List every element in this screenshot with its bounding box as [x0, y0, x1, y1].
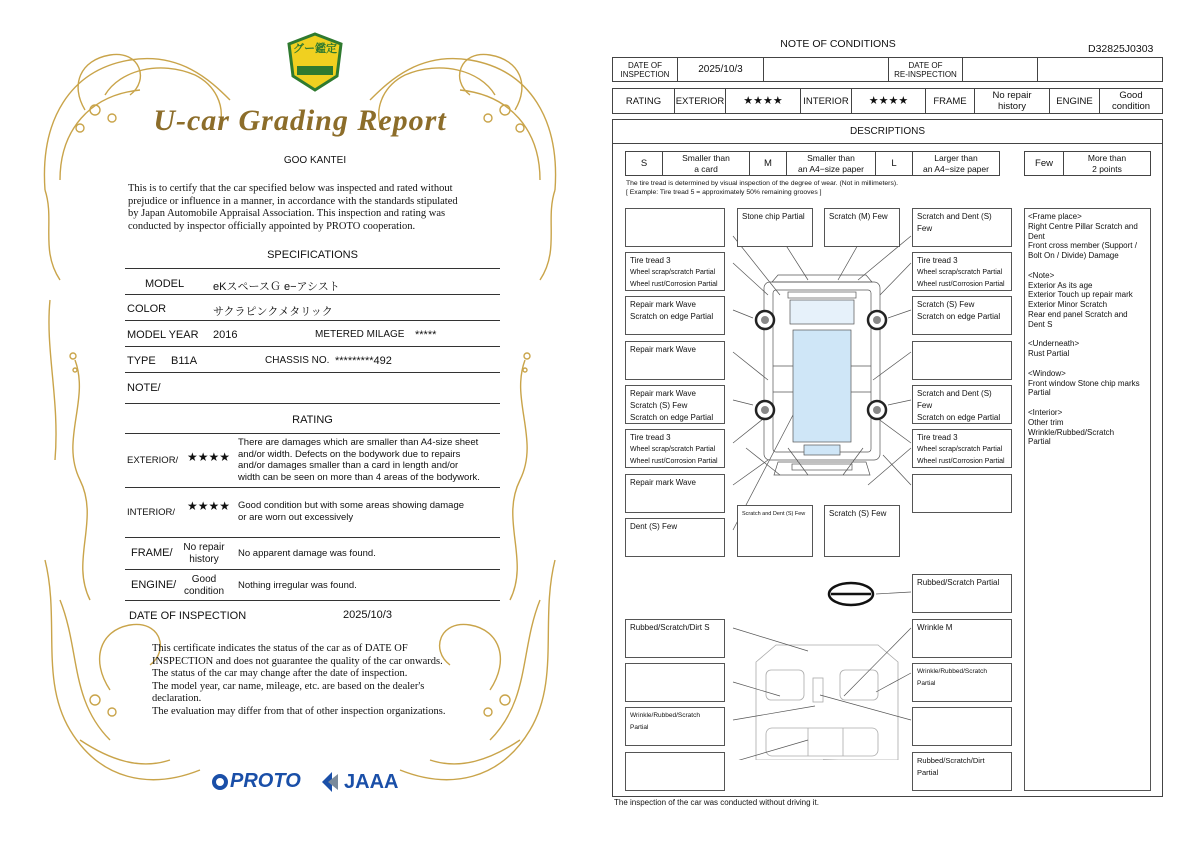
box-left-2: Tire tread 3 Wheel scrap/scratch Partial Wheel rust/Corrosion Partial	[625, 252, 725, 291]
box-interior-left-2	[625, 663, 725, 702]
interior-rating-row	[125, 488, 500, 538]
model-value: eKスペースＧ e−アシスト	[213, 281, 340, 293]
date-of-reinspection-value	[962, 57, 1038, 82]
box-interior-right-1: Rubbed/Scratch Partial	[912, 574, 1012, 613]
box-top-center-1: Stone chip Partial	[737, 208, 813, 247]
frame-value: No repair history	[183, 542, 225, 565]
note-row	[125, 373, 500, 404]
model-label: MODEL	[145, 278, 185, 290]
interior-label: INTERIOR/	[127, 507, 176, 518]
model-row	[125, 270, 500, 295]
descriptions-title: DESCRIPTIONS	[849, 126, 925, 137]
date-of-inspection-value: 2025/10/3	[343, 609, 392, 621]
box-top-center-2: Scratch (M) Few	[824, 208, 900, 247]
date-of-inspection-value: 2025/10/3	[677, 57, 764, 82]
engine-label: ENGINE/	[131, 579, 177, 591]
intro-text: This is to certify that the car specified below was inspected and rated without prejudice or influence in a manner, in accordance with the standards stipulated by Japan Automobile Appraisal Association. This inspection and rating was conducted by inspector officially appointed by PROTO cooperation.	[128, 183, 458, 232]
specifications-title: SPECIFICATIONS	[267, 249, 358, 261]
model-year-value: 2016	[213, 329, 238, 341]
note-of-conditions	[608, 0, 1168, 848]
rating-title: RATING	[292, 414, 333, 426]
legend-few-desc: More than 2 points	[1063, 151, 1151, 176]
model-year-row	[125, 321, 500, 347]
note-footer: The inspection of the car was conducted without driving it.	[614, 798, 819, 807]
date-of-reinspection-label: DATE OF RE-INSPECTION	[888, 57, 963, 82]
box-left-8: Dent (S) Few	[625, 518, 725, 557]
color-row	[125, 295, 500, 321]
color-value: サクラピンクメタリック	[213, 306, 333, 318]
date-blank-cell	[763, 57, 889, 82]
mileage-label: METERED MILAGE	[315, 329, 405, 340]
box-right-2: Tire tread 3 Wheel scrap/scratch Partial Wheel rust/Corrosion Partial	[912, 252, 1012, 291]
type-label: TYPE	[127, 355, 156, 367]
date-of-inspection-row	[125, 601, 500, 626]
legend-s-desc: Smaller than a card	[662, 151, 750, 176]
box-bottom-center-1: Scratch and Dent (S) Few	[737, 505, 813, 557]
mileage-value: *****	[415, 329, 437, 341]
jaaa-logo: JAAA	[320, 770, 398, 794]
box-interior-right-5: Rubbed/Scratch/Dirt Partial	[912, 752, 1012, 791]
legend-m-key: M	[749, 151, 787, 176]
box-interior-left-4	[625, 752, 725, 791]
box-right-5: Scratch and Dent (S) Few Scratch on edge Partial	[912, 385, 1012, 424]
specifications-top-rule	[125, 268, 500, 269]
box-right-6: Tire tread 3 Wheel scrap/scratch Partial Wheel rust/Corrosion Partial	[912, 429, 1012, 468]
date-blank-cell-3	[1037, 57, 1163, 82]
model-year-label: MODEL YEAR	[127, 329, 199, 341]
jaaa-logo-mark-icon	[320, 770, 340, 794]
engine-rating-row	[125, 570, 500, 601]
legend-s-key: S	[625, 151, 663, 176]
report-subtitle: GOO KANTEI	[283, 155, 347, 166]
box-right-7	[912, 474, 1012, 513]
frame-rating-row	[125, 538, 500, 570]
box-left-7: Repair mark Wave	[625, 474, 725, 513]
exterior-description: There are damages which are smaller than A4-size sheet and/or width. Defects on the bodywork due to repairs and/or damages smaller than a card in length and/or width can be seen on more than 4 areas of the bodywork.	[238, 437, 480, 483]
badge-text: グー鑑定	[293, 43, 337, 55]
proto-logo-mark-icon	[212, 774, 228, 790]
legend-l-key: L	[875, 151, 913, 176]
chassis-label: CHASSIS NO.	[265, 355, 330, 366]
box-right-3: Scratch (S) Few Scratch on edge Partial	[912, 296, 1012, 335]
box-interior-right-2: Wrinkle M	[912, 619, 1012, 658]
box-left-6: Tire tread 3 Wheel scrap/scratch Partial Wheel rust/Corrosion Partial	[625, 429, 725, 468]
date-of-inspection-label: DATE OF INSPECTION	[612, 57, 678, 82]
tread-note-2: [ Example: Tire tread 5 = approximately 50% remaining grooves ]	[626, 189, 822, 196]
box-interior-right-3: Wrinkle/Rubbed/Scratch Partial	[912, 663, 1012, 702]
interior-label: INTERIOR	[800, 88, 852, 114]
box-right-4	[912, 341, 1012, 380]
exterior-stars: ★★★★	[187, 450, 231, 464]
interior-description: Good condition but with some areas showing damage or are worn out excessively	[238, 500, 465, 523]
box-left-1	[625, 208, 725, 247]
proto-logo: PROTO	[212, 770, 301, 793]
interior-stars: ★★★★	[187, 499, 231, 513]
exterior-stars: ★★★★	[725, 88, 801, 114]
descriptions-title-rule	[612, 143, 1163, 144]
box-bottom-center-2: Scratch (S) Few	[824, 505, 900, 557]
engine-value: Good condition	[1099, 88, 1163, 114]
box-left-5: Repair mark Wave Scratch (S) Few Scratch on edge Partial	[625, 385, 725, 424]
engine-value: Good condition	[183, 574, 225, 597]
box-left-4: Repair mark Wave	[625, 341, 725, 380]
legend-few-key: Few	[1024, 151, 1064, 176]
box-left-3: Repair mark Wave Scratch on edge Partial	[625, 296, 725, 335]
box-interior-right-4	[912, 707, 1012, 746]
exterior-label: EXTERIOR/	[127, 455, 179, 466]
chassis-value: *********492	[335, 355, 392, 367]
certificate-footer-text: This certificate indicates the status of the car as of DATE OF INSPECTION and does not guarantee the quality of the car onwards. The status of the car may change after the date of inspection. The model year, car name, mileage, etc. are based on the dealer's declaration. The evaluation may differ from that of other inspection organizations.	[152, 643, 446, 717]
type-value: B11A	[171, 355, 198, 367]
note-title: NOTE OF CONDITIONS	[780, 38, 896, 50]
tread-note-1: The tire tread is determined by visual inspection of the degree of wear. (Not in millimeters).	[626, 180, 898, 187]
engine-description: Nothing irregular was found.	[238, 580, 357, 591]
frame-value: No repair history	[974, 88, 1050, 114]
frame-label: FRAME/	[131, 547, 173, 559]
report-title: U-car Grading Report	[153, 104, 447, 137]
note-label: NOTE/	[127, 382, 161, 394]
exterior-label: EXTERIOR	[674, 88, 726, 114]
engine-label: ENGINE	[1049, 88, 1100, 114]
type-row	[125, 347, 500, 373]
box-interior-left-1: Rubbed/Scratch/Dirt S	[625, 619, 725, 658]
legend-m-desc: Smaller than an A4−size paper	[786, 151, 876, 176]
document-id: D32825J0303	[1088, 43, 1154, 55]
descriptions-list: <Frame place> Right Centre Pillar Scratch and Dent Front cross member (Support / Bolt On / Divide) Damage <Note> Exterior As its age Exterior Touch up repair mark Exterior Minor Scratch Rear end panel Scratch and Dent S <Underneath> Rust Partial <Window> Front window Stone chip marks Partial <Interior> Other trim Wrinkle/Rubbed/Scratch Partial	[1024, 208, 1151, 791]
frame-description: No apparent damage was found.	[238, 548, 376, 559]
box-interior-left-3: Wrinkle/Rubbed/Scratch Partial	[625, 707, 725, 746]
date-of-inspection-label: DATE OF INSPECTION	[129, 610, 247, 622]
interior-stars: ★★★★	[851, 88, 926, 114]
exterior-rating-row	[125, 434, 500, 488]
box-right-1: Scratch and Dent (S) Few	[912, 208, 1012, 247]
legend-l-desc: Larger than an A4−size paper	[912, 151, 1000, 176]
color-label: COLOR	[127, 303, 167, 315]
rating-label: RATING	[612, 88, 675, 114]
frame-label: FRAME	[925, 88, 975, 114]
